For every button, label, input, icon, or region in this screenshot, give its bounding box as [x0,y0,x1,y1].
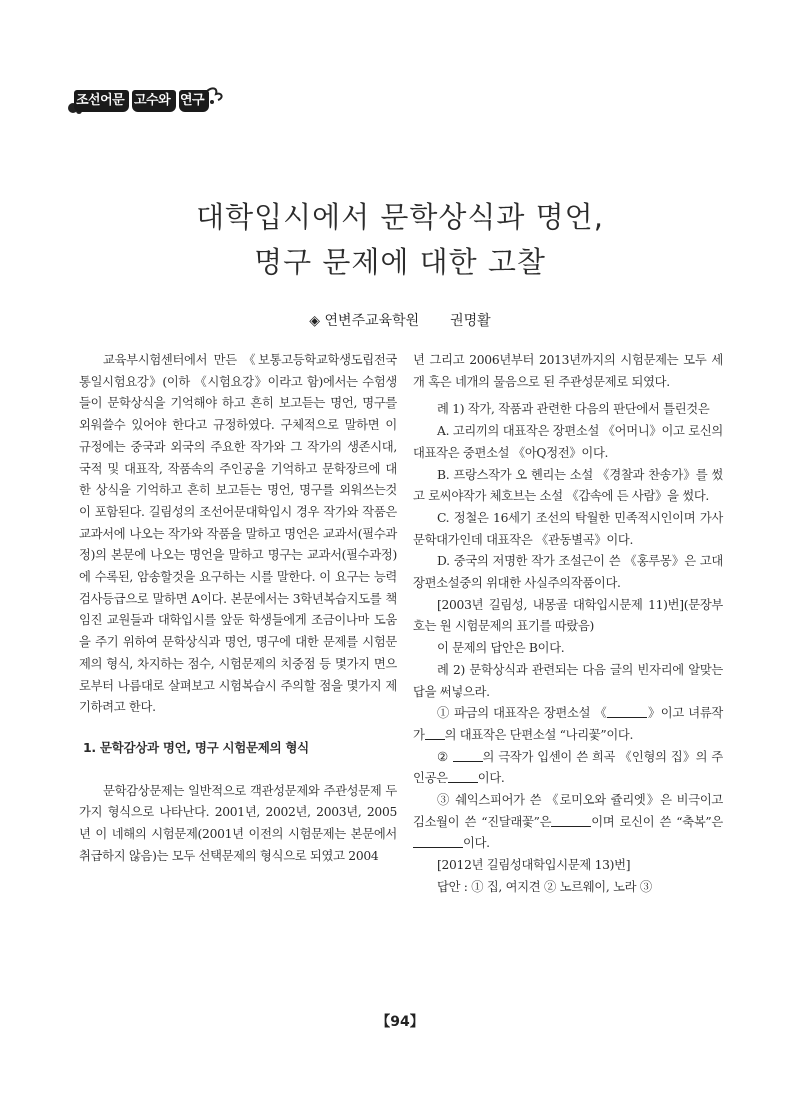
banner-tag-1: 조선어문 [76,93,125,108]
option-c: C. 정철은 16세기 조선의 탁월한 민족적시인이며 가사문학대가인데 대표작은 《관동별곡》이다. [413,510,723,547]
banner-tag-2: 고수와 [134,93,171,108]
question-2: ② 의 극작가 입센이 쓴 희곡 《인형의 집》의 주인공은 이다. [413,749,723,786]
example-2-prompt: 례 2) 문학상식과 관련되는 다음 글의 빈자리에 알맞는 답을 써넣으라. [413,662,723,699]
author-institution: 연변주교육학원 [324,313,420,329]
title-line-1: 대학입시에서 문학상식과 명언, [196,200,604,234]
example-1-answer: 이 문제의 답안은 B이다. [437,641,565,656]
page-number: 【94】 [376,1014,424,1030]
answer-blank [453,749,483,762]
example-2-answer: 답안 : ① 집, 여지견 ② 노르웨이, 노라 ③ [437,879,652,894]
column-banner [66,84,224,116]
author-line [0,310,800,330]
answer-blank [413,835,463,848]
answer-blank [607,705,647,718]
question-1: ① 파금의 대표작은 장편소설 《 》이고 녀류작가 의 대표작은 단편소설 “나리꽃”이다. [413,706,723,742]
continued-paragraph: 년 그리고 2006년부터 2013년까지의 시험문제는 모두 세개 혹은 네개의 물음으로 된 주관성문제로 되였다. [413,353,723,389]
answer-blank [551,814,591,827]
answer-blank [425,727,445,740]
section-heading: 1. 문학감상과 명언, 명구 시험문제의 형식 [83,739,309,755]
author-name: 권명활 [450,313,491,329]
title-line-2: 명구 문제에 대한 고찰 [254,245,546,279]
left-column [79,350,397,867]
example-1-source: [2003년 길림성, 내몽골 대학입시문제 11)번](문장부호는 원 시험문제의 표기를 따랐음) [413,597,723,634]
example-1-prompt: 례 1) 작가, 작품과 관련한 다음의 판단에서 틀린것은 [437,402,710,417]
author-symbol: ◈ [309,313,321,329]
intro-paragraph: 교육부시험센터에서 만든 《보통고등학교학생도립전국통일시험요강》(이하 《시험요강》이라고 함)에서는 수험생들이 문학상식을 기억해야 하고 흔히 보고듣는 명언, 명구를 외워쓸수 있어야 한다고 규정하였다. 구체적으로 말하면 이 규정에는 중국과 외국의 주요한 작가와 그 작가의 생존시대, 국적 및 대표작, 작품속의 주인공을 기억하고 문학장르에 대한 상식을 기억하고 흔히 보고듣는 명언, 명구를 외워쓰는것이 포함된다. 길림성의 조선어문대학입시 경우 작가와 작품은 교과서에 나오는 작가와 작품을 말하고 명언은 교과서(필수과정)의 본문에 나오는 명언을 말하고 명구는 교과서(필수과정)에 수록된, 암송할것을 요구하는 시를 말한다. 이 요구는 능력검사등급으로 말하면 A이다. 본문에서는 3학년복습지도를 책임진 교원들과 대학입시를 앞둔 학생들에게 조금이나마 도움을 주기 위하여 문학상식과 명언, 명구에 대한 문제를 시험문제의 형식, 차지하는 점수, 시험문제의 치중점 등 몇가지 면으로부터 나름대로 살펴보고 시험복습시 주의할 점을 몇가지 제기하려고 한다. [79,353,397,715]
option-d: D. 중국의 저명한 작가 조설근이 쓴 《홍루몽》은 고대장편소설중의 위대한 사실주의작품이다. [413,554,723,591]
section-paragraph: 문학감상문제는 일반적으로 객관성문제와 주관성문제 두가지 형식으로 나타난다. 2001년, 2002년, 2003년, 2005년 이 네해의 시험문제(2001년 이전의 시험문제는 본문에서 취급하지 않음)는 모두 선택문제의 형식으로 되였고 2004 [79,783,397,863]
banner-tag-3: 연구 [180,93,205,108]
option-b: B. 프랑스작가 오 헨리는 소설 《경찰과 찬송가》를 썼고 로씨야작가 체호브는 소설 《갑속에 든 사람》을 썼다. [413,467,723,504]
answer-blank [448,770,478,783]
option-a: A. 고리끼의 대표작은 장편소설 《어머니》이고 로신의 대표작은 중편소설 《아Q정전》이다. [413,424,723,460]
question-3: ③ 쉐익스피어가 쓴 《로미오와 쥴리엣》은 비극이고 김소월이 쓴 “진달래꽃”은 이며 로신이 쓴 “축복”은이다. [413,793,723,851]
right-column [413,350,723,899]
example-2-source: [2012년 길림성대학입시문제 13)번] [437,858,631,873]
